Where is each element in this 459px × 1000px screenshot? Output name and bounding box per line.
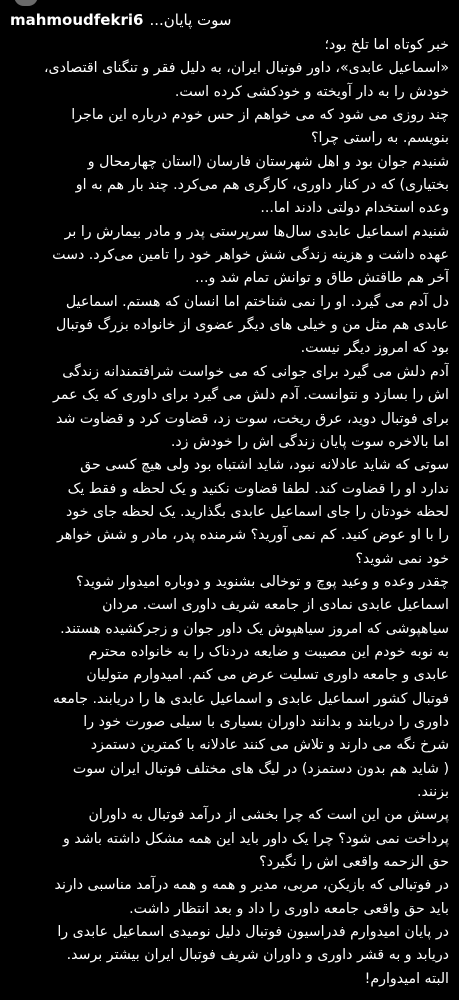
caption-line: حق الزحمه واقعی اش را نگیرد؟ [259,854,449,871]
caption-line: سوتی که شاید عادلانه نبود، شاید اشتباه بود ولی هیچ کسی حق [80,457,449,474]
caption-line: «اسماعیل عابدی»، داور فوتبال ایران، به دلیل فقر و تنگنای اقتصادی، [43,60,449,77]
caption-line: ( شاید هم بدون دستمزد) در لیگ های مختلف فوتبال ایران سوت [72,760,449,777]
username[interactable]: mahmoudfekri6 [10,11,144,29]
caption-line: اما بالاخره سوت پایان زندگی اش را خودش زد. [170,433,449,450]
caption-line: آخر هم طاقتش طاق و توانش تمام شد و... [194,270,449,287]
caption-line: بختیاری) که در کنار داوری، کارگری هم می‌کرد. چند بار هم به او [75,177,449,194]
caption-header-text: سوت پایان... [149,11,232,29]
caption-line: سیاهپوشی که امروز سیاهپوش یک داور جوان و زجرکشیده هستند. [60,620,449,637]
caption-line: بود که امروز دیگر نیست. [300,340,449,357]
caption-line: آدم دلش می گیرد برای جوانی که می خواست شرافتمندانه زندگی [62,363,449,380]
caption-line: البته امیدوارم! [364,970,449,987]
caption-line: شنیدم جوان بود و اهل شهرستان فارسان (استان چهارمحال و [87,153,449,170]
caption-line: بزنند. [417,784,449,800]
caption-line: خودش را به دار آویخته و خودکشی کرده است. [174,83,449,100]
caption-line: ندارد او را قضاوت کند. لطفا قضاوت نکنید و یک لحظه و فقط یک [67,480,449,497]
caption-line: پرسش من این است که چرا بخشی از درآمد فوتبال به داوران [88,807,449,824]
caption-line: شنیدم اسماعیل عابدی سال‌ها سرپرستی پدر و مادر بیمارش را بر [64,223,449,240]
caption-line: اسماعیل عابدی نمادی از جامعه شریف داوری است. مردان [102,597,449,614]
caption-line: در پایان امیدوارم فدراسیون فوتبال دلیل نومیدی اسماعیل عابدی را [57,924,449,941]
caption-line: فوتبال کشور اسماعیل عابدی و اسماعیل عابدی ها را دریابند. جامعه [52,690,449,707]
caption-line: اش را بسازد و نتوانست. آدم دلش می گیرد برای داوری که یک عمر [53,387,449,404]
caption-line: چقدر وعده و وعید پوچ و توخالی بشنوید و دوباره امیدوار شوید؟ [76,573,449,590]
caption-header [10,7,449,33]
caption-line: چند روزی می شود که می خواهم از حس خودم درباره این ماجرا [71,107,449,124]
caption-line: پرداخت نمی شود؟ چرا یک داور باید این همه مشکل داشته باشد و [62,830,449,847]
caption-line: داوری را دریابند و بدانند داوران بسیاری با سیلی صورت خود را [83,713,449,730]
caption-line: خود نمی شوید؟ [355,550,449,567]
caption-line: را با او عوض کنید. کم نمی آورید؟ شرمنده پدر، مادر و شش خواهر [56,527,449,544]
caption-line: دریابد و به قشر داوری و داوران شریف فوتبال ایران بیشتر برسد. [66,947,449,964]
caption-line: شرخ نگه می دارند و تلاش می کنند عادلانه با کمترین دستمزد [90,737,449,754]
caption-line: برای فوتبال دوید، عرق ریخت، سوت زد، قضاوت کرد و قضاوت شد [56,410,449,427]
caption-line: لحظه خودتان را جای اسماعیل عابدی بگذارید. یک لحظه جای خود [66,503,449,520]
caption-line: عابدی و جامعه داوری تسلیت عرض می کنم. امیدوارم متولیان [86,667,449,684]
caption-line: وعده استخدام دولتی دادند اما... [260,200,449,217]
caption-line: دل آدم می گیرد. او را نمی شناختم اما انسان که هستم. اسماعیل [65,293,449,310]
caption-line: خبر کوتاه اما تلخ بود؛ [324,37,449,53]
caption-line: عابدی هم مثل من و خیلی های دیگر عضوی از خانواده بزرگ فوتبال [56,317,449,334]
caption-body [10,34,449,991]
caption-line: عهده داشت و هزینه زندگی شش خواهر خود را تامین می‌کرد. دست [52,247,449,264]
caption-line: باید حق واقعی جامعه داوری را داد و بعد انتظار داشت. [129,900,449,917]
caption-line: بنویسم. به راستی چرا؟ [310,130,449,147]
caption-line: در فوتبالی که بازیکن، مربی، مدیر و همه و همه درآمد مناسبی دارند [54,877,449,894]
caption-line: به نوبه خودم این مصیبت و ضایعه دردناک را به خانواده محترم [88,643,449,660]
